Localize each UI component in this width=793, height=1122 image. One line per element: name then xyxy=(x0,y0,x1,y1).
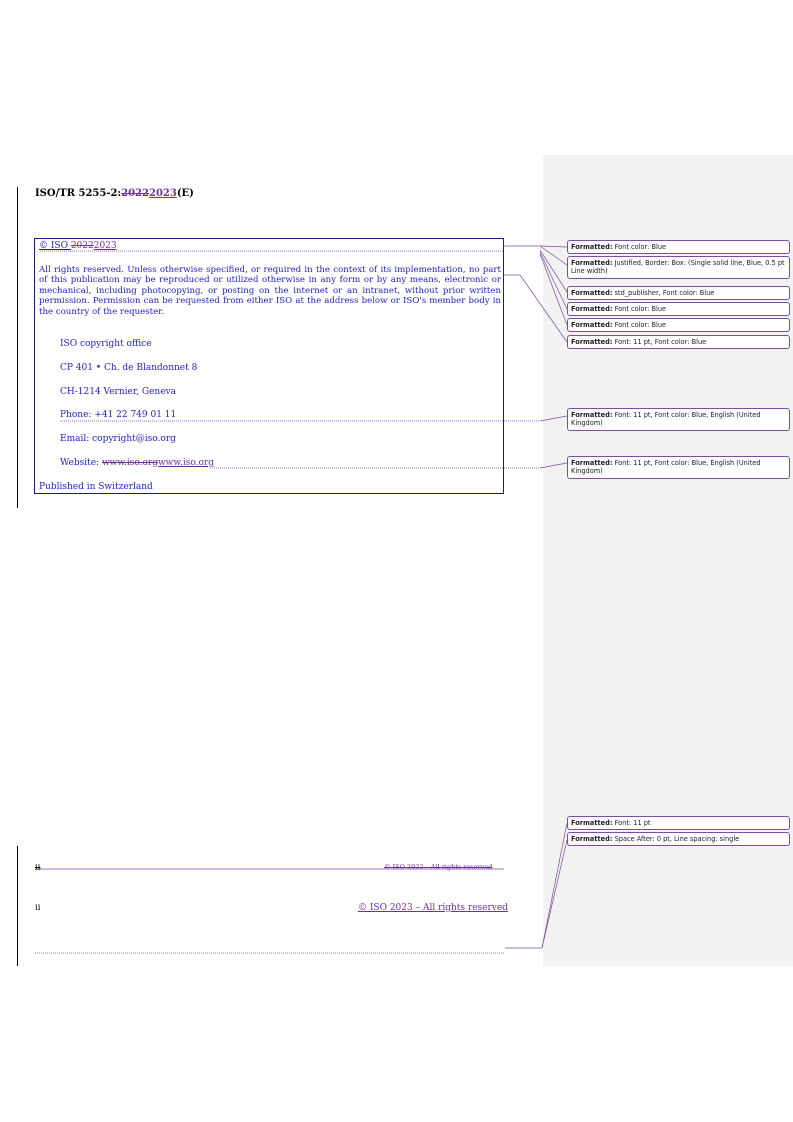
deleted-website: www.iso.org xyxy=(101,458,158,468)
rights-paragraph: All rights reserved. Unless otherwise specified, or required in the context of its implementation, no part of this publication may be reproduced or utilized otherwise in any form or by any means, electronic or mechanical, including photocopying, or posting on the internet or an intranet, without prior written permission. Permission can be requested from either ISO at the address below or ISO's member body in the country of the requester. xyxy=(39,265,501,317)
website: Website: www.iso.orgwww.iso.org xyxy=(60,458,214,468)
comment-balloon[interactable]: Formatted: Font: 11 pt, Font color: Blue xyxy=(567,335,790,349)
comment-balloon[interactable]: Formatted: Font: 11 pt, Font color: Blue, English (United Kingdom) xyxy=(567,408,790,431)
inserted-website[interactable]: www.iso.org xyxy=(157,458,214,468)
footer-copyright: © ISO 2023 – All rights reserved xyxy=(358,903,508,913)
comment-balloon[interactable]: Formatted: Font color: Blue xyxy=(567,318,790,332)
old-footer-page: ii xyxy=(35,863,41,873)
copyright-line: © ISO 20222023 xyxy=(39,241,117,251)
comment-balloon[interactable]: Formatted: Font color: Blue xyxy=(567,240,790,254)
comment-balloon[interactable]: Formatted: Font: 11 pt xyxy=(567,816,790,830)
deleted-year: 2022 xyxy=(121,188,149,199)
comment-balloon[interactable]: Formatted: Font color: Blue xyxy=(567,302,790,316)
header-prefix: ISO/TR 5255-2: xyxy=(35,188,122,199)
header-suffix: (E) xyxy=(176,188,194,199)
comment-balloon[interactable]: Formatted: Font: 11 pt, Font color: Blue, English (United Kingdom) xyxy=(567,456,790,479)
phone: Phone: +41 22 749 01 11 xyxy=(60,410,177,420)
old-footer-copyright: © ISO 2022 – All rights reserved xyxy=(384,863,493,871)
email: Email: copyright@iso.org xyxy=(60,434,176,444)
comment-balloon[interactable]: Formatted: Justified, Border: Box: (Single solid line, Blue, 0.5 pt Line width) xyxy=(567,256,790,279)
inserted-year: 2023 xyxy=(148,188,177,199)
comment-balloon[interactable]: Formatted: Space After: 0 pt, Line spacing: single xyxy=(567,832,790,846)
comment-balloon[interactable]: Formatted: std_publisher, Font color: Blue xyxy=(567,286,790,300)
address-line-1: CP 401 • Ch. de Blandonnet 8 xyxy=(60,363,198,373)
copyright-office: ISO copyright office xyxy=(60,339,152,349)
published-in: Published in Switzerland xyxy=(39,482,153,492)
footer-page: ii xyxy=(35,903,41,913)
inserted-year: 2023 xyxy=(93,241,117,251)
address-line-2: CH-1214 Vernier, Geneva xyxy=(60,387,176,397)
deleted-year: 2022 xyxy=(70,241,94,251)
